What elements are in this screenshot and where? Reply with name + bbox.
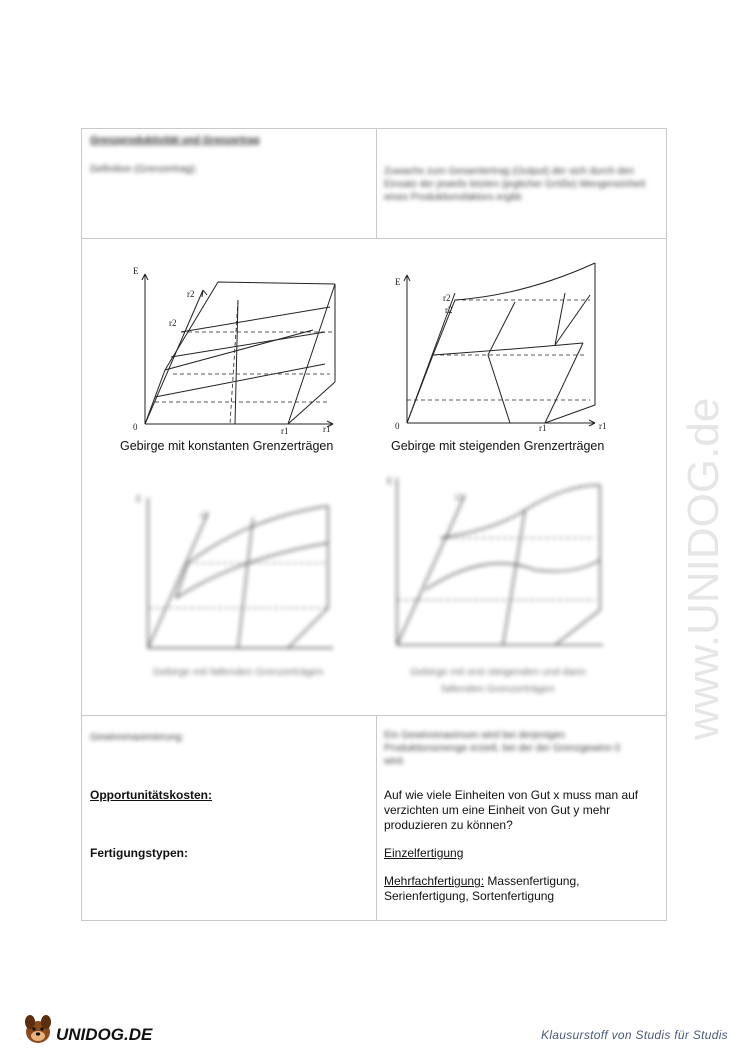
origin-label: 0 (133, 422, 138, 432)
axis-label-r1: r1 (599, 421, 607, 431)
axis-label-r2: r2 (443, 293, 451, 303)
axis-label-r1-bar: r1 (281, 426, 289, 436)
axis-label-r2: r2 (187, 289, 195, 299)
axis-label-r2: r2 (200, 510, 208, 520)
axis-label-r1-bar: r1 (539, 423, 547, 433)
caption-constant: Gebirge mit konstanten Grenzerträgen (120, 439, 334, 453)
row-divider-2 (81, 715, 667, 716)
caption-mixed-line1: Gebirge mit erst steigenden und dann (410, 666, 586, 678)
logo-text: UNIDOG.DE (56, 1025, 153, 1044)
opportunitaetskosten-label: Opportunitätskosten: (90, 788, 212, 802)
axis-label-e: E (136, 494, 142, 504)
figure-increasing-returns (385, 255, 615, 435)
axis-label-e: E (395, 277, 401, 287)
watermark-text: www.UNIDOG.de (679, 397, 728, 740)
caption-mixed-line2: fallenden Grenzerträgen (441, 683, 555, 695)
dog-icon (25, 1015, 51, 1043)
unidog-logo (22, 1010, 182, 1050)
table-left-border (81, 128, 82, 920)
row-divider-1 (81, 238, 667, 239)
caption-increasing: Gebirge mit steigenden Grenzerträgen (391, 439, 605, 453)
axis-label-r1: r1 (323, 424, 331, 434)
figure-constant-returns (125, 262, 345, 437)
origin-label: 0 (395, 421, 400, 431)
caption-decreasing: Gebirge mit fallenden Grenzerträgen (152, 666, 324, 678)
definition-label: Definition (Grenzertrag): (90, 164, 198, 175)
fertigungstypen-label: Fertigungstypen: (90, 846, 188, 860)
section-title: Grenzproduktivität und Grenzertrag (90, 135, 260, 146)
opportunitaetskosten-text: Auf wie viele Einheiten von Gut x muss man auf verzichten um eine Einheit von Gut y mehr produzieren zu können? (384, 788, 639, 832)
figure-increasing-then-decreasing-returns (385, 470, 615, 655)
axis-label-r2: r2 (455, 492, 463, 502)
figure-decreasing-returns (128, 488, 343, 658)
gewinnmaximierung-text: Ein Gewinnmaximum wird bei derjenigen Produktionsmenge erzielt, bei der der Grenzgewinn 0 wird. (384, 730, 621, 767)
axis-label-r2-bar: r2 (445, 305, 453, 315)
axis-label-r2-bar: r2 (169, 318, 177, 328)
axis-label-e: E (387, 476, 393, 486)
footer-tagline: Klausurstoff von Studis für Studis (541, 1028, 728, 1042)
definition-text: Zuwachs zum Gesamtertrag (Output) der sich durch den Einsatz der jeweils letzten (jeglicher Größe) Mengeneinheit eines Produktionsfaktors ergibt (384, 166, 646, 203)
column-divider-top (376, 128, 377, 238)
axis-label-e: E (133, 266, 139, 276)
table-top-border (81, 128, 667, 129)
gewinnmaximierung-label: Gewinnmaximierung: (90, 732, 184, 743)
column-divider-bottom (376, 715, 377, 920)
table-bottom-border (81, 920, 667, 921)
watermark (660, 250, 740, 750)
fertigungstypen-item-mehrfach: Mehrfachfertigung: Massenfertigung, Serienfertigung, Sortenfertigung (384, 874, 580, 903)
fertigungstypen-item-einzel: Einzelfertigung (384, 846, 464, 860)
